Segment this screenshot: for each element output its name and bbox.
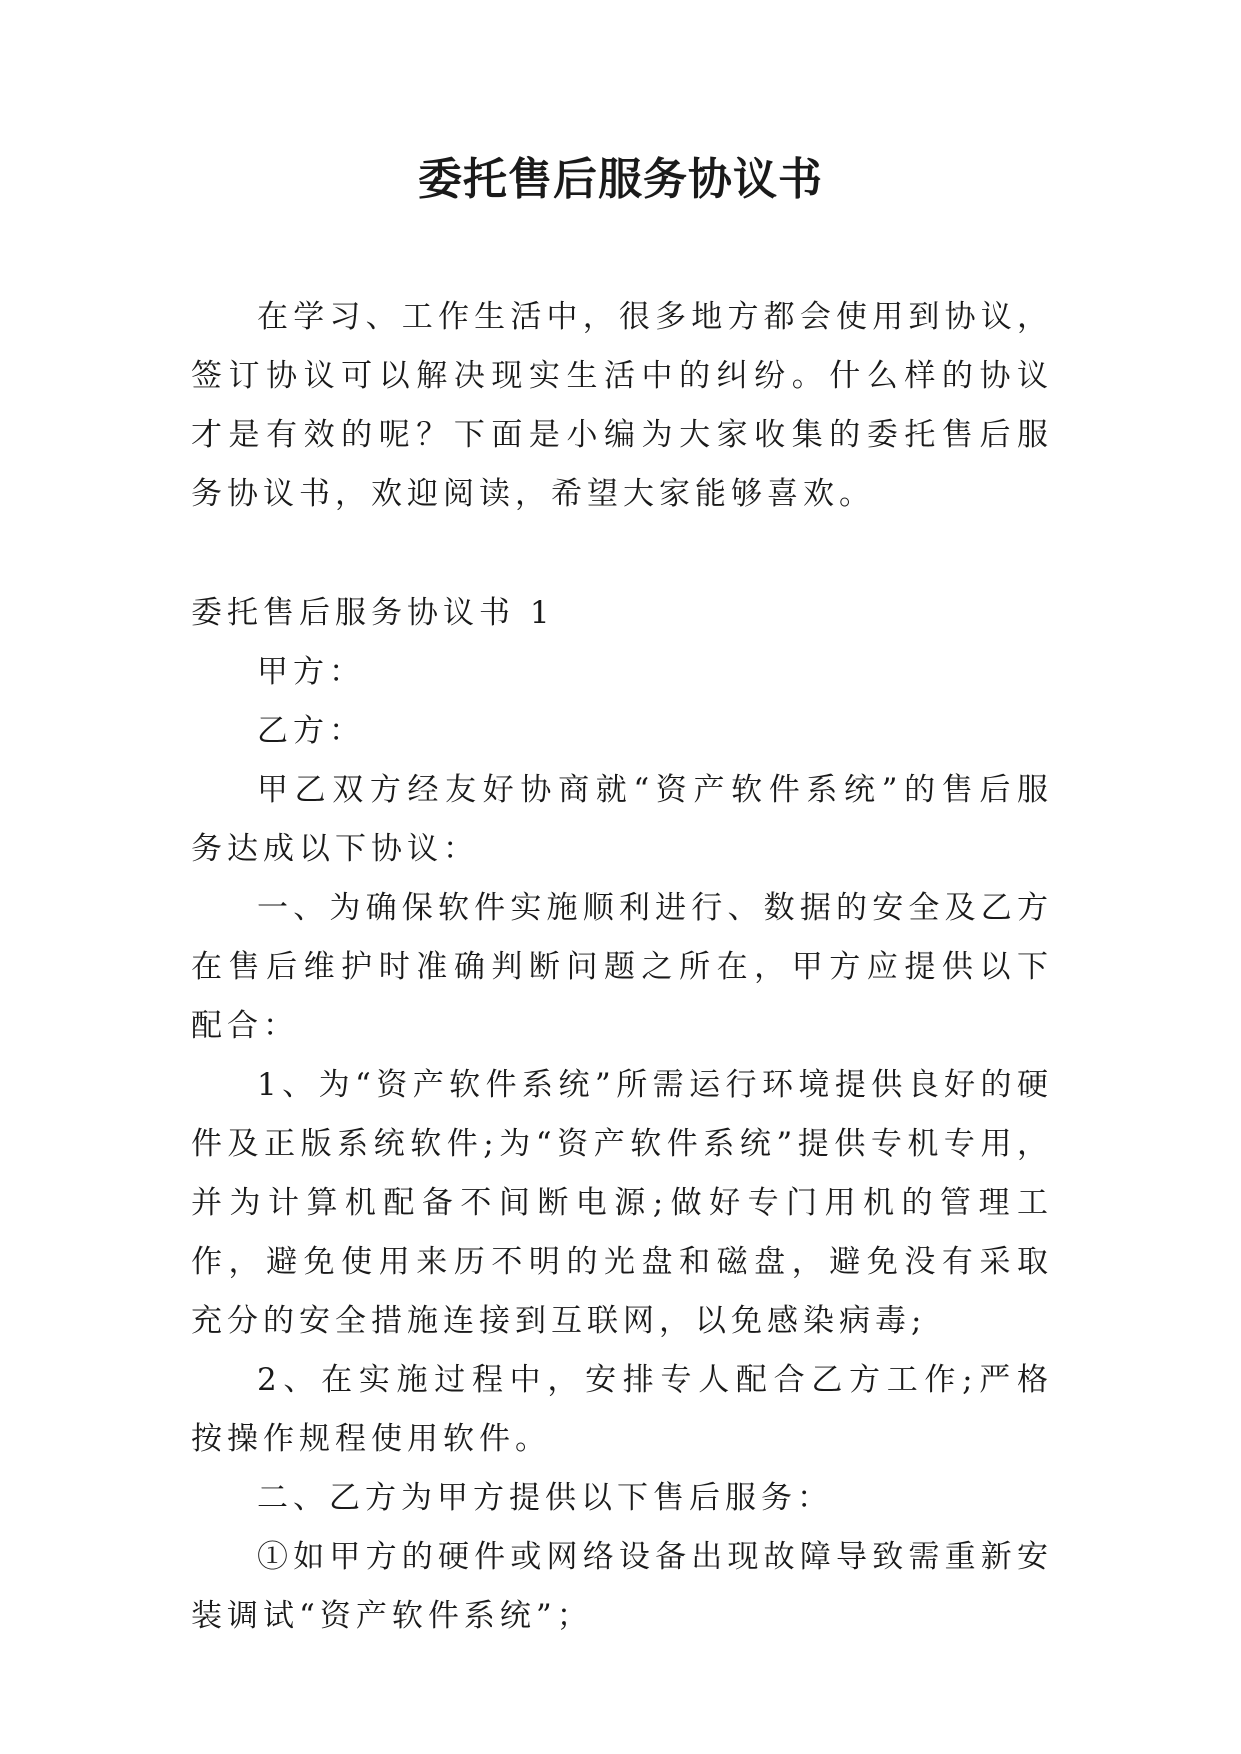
clause-two-paragraph: 二、乙方为甲方提供以下售后服务： xyxy=(257,1480,833,1516)
clause-one-item-2: 2、在实施过程中，安排专人配合乙方工作;严格按操作规程使用软件。 xyxy=(191,1362,1053,1457)
agreement-paragraph: 甲乙双方经友好协商就“资产软件系统”的售后服务达成以下协议： xyxy=(191,772,1053,867)
section-heading: 委托售后服务协议书 1 xyxy=(191,595,555,631)
party-b-line: 乙方： xyxy=(257,713,365,749)
clause-one-item-1: 1、为“资产软件系统”所需运行环境提供良好的硬件及正版系统软件;为“资产软件系统”提供专机专用，并为计算机配备不间断电源;做好专门用机的管理工作，避免使用来历不明的光盘和磁盘，避免没有采取充分的安全措施连接到互联网，以免感染病毒; xyxy=(191,1067,1053,1339)
intro-paragraph: 在学习、工作生活中，很多地方都会使用到协议，签订协议可以解决现实生活中的纠纷。什么样的协议才是有效的呢？下面是小编为大家收集的委托售后服务协议书，欢迎阅读，希望大家能够喜欢。 xyxy=(191,299,1053,512)
party-a-line: 甲方： xyxy=(257,654,365,690)
document-title: 委托售后服务协议书 xyxy=(418,154,823,205)
clause-one-paragraph: 一、为确保软件实施顺利进行、数据的安全及乙方在售后维护时准确判断问题之所在，甲方应提供以下配合： xyxy=(191,890,1053,1044)
clause-two-item-1: ①如甲方的硬件或网络设备出现故障导致需重新安装调试“资产软件系统”； xyxy=(191,1539,1053,1634)
document-body xyxy=(191,288,1053,1646)
